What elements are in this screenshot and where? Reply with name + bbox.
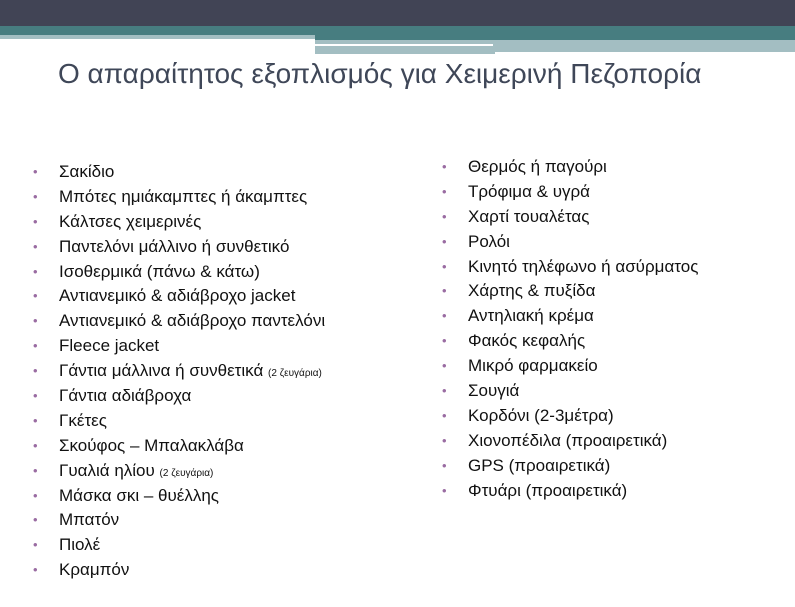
list-item (442, 304, 698, 329)
bullet-icon: • (442, 383, 447, 399)
item-text: Φτυάρι (προαιρετικά) (468, 480, 628, 500)
list-item (33, 508, 325, 533)
list-item (33, 484, 325, 509)
list-item (33, 160, 325, 185)
item-note: (2 ζευγάρια) (268, 368, 322, 380)
list-item (33, 260, 325, 285)
item-text: Χαρτί τουαλέτας (468, 206, 590, 226)
bullet-icon: • (442, 308, 447, 324)
list-item (442, 155, 698, 180)
list-item (33, 384, 325, 409)
slide-title: Ο απαραίτητος εξοπλισμός για Χειμερινή Πεζοπορία (58, 58, 702, 89)
bullet-icon: • (33, 363, 38, 379)
list-item (33, 359, 325, 384)
bullet-icon: • (33, 263, 38, 279)
item-text: Παντελόνι μάλλινο ή συνθετικό (59, 236, 290, 256)
bullet-icon: • (442, 358, 447, 374)
item-text: Γάντια μάλλινα ή συνθετικά (59, 361, 264, 381)
item-text: Κάλτσες χειμερινές (59, 211, 202, 231)
item-text: Μάσκα σκι – θυέλλης (59, 485, 219, 505)
list-item (33, 459, 325, 484)
bullet-icon: • (442, 432, 447, 448)
item-text: Χάρτης & πυξίδα (468, 281, 596, 301)
item-text: Αντηλιακή κρέμα (468, 306, 594, 326)
bullet-icon: • (33, 338, 38, 354)
item-text: Σκούφος – Μπαλακλάβα (59, 435, 244, 455)
item-text: Κραμπόν (59, 560, 130, 580)
bullet-icon: • (442, 159, 447, 174)
bullet-icon: • (33, 288, 38, 304)
bullet-icon: • (442, 482, 447, 498)
list-item (442, 379, 698, 404)
item-text: Γάντια αδιάβροχα (59, 386, 192, 406)
item-text: Σακίδιο (59, 162, 115, 181)
bullet-icon: • (33, 238, 38, 254)
list-item (442, 404, 698, 429)
list-item (442, 354, 698, 379)
header-light-strip-left (0, 35, 315, 39)
item-text: Αντιανεμικό & αδιάβροχο παντελόνι (59, 311, 326, 331)
bullet-icon: • (33, 388, 38, 404)
bullet-icon: • (33, 487, 38, 503)
list-item (33, 334, 325, 359)
list-item (33, 434, 325, 459)
list-item (33, 558, 325, 583)
left-bullet-list (33, 160, 325, 583)
item-text: Μικρό φαρμακείο (468, 356, 598, 376)
item-text: Μπότες ημιάκαμπτες ή άκαμπτες (59, 186, 308, 206)
list-item (442, 329, 698, 354)
bullet-icon: • (442, 407, 447, 423)
list-item (442, 180, 698, 205)
item-text: Γυαλιά ηλίου (59, 460, 155, 480)
list-item (442, 279, 698, 304)
item-text: Μπατόν (59, 510, 120, 530)
bullet-icon: • (33, 313, 38, 329)
item-text: Πιολέ (59, 535, 101, 555)
list-item (33, 284, 325, 309)
item-text: Fleece jacket (59, 336, 160, 356)
header-light-strip-right2 (315, 46, 495, 54)
item-text: Σουγιά (468, 381, 520, 401)
list-item (33, 185, 325, 210)
bullet-icon: • (33, 412, 38, 428)
item-text: Τρόφιμα & υγρά (468, 181, 591, 201)
bullet-icon: • (33, 164, 38, 179)
bullet-icon: • (33, 213, 38, 229)
bullet-icon: • (33, 462, 38, 478)
list-item (442, 255, 698, 280)
bullet-icon: • (442, 258, 447, 274)
item-text: Χιονοπέδιλα (προαιρετικά) (468, 430, 668, 450)
item-note: (2 ζευγάρια) (159, 467, 214, 479)
list-item (442, 479, 698, 504)
bullet-icon: • (33, 512, 38, 528)
item-text: Θερμός ή παγούρι (468, 157, 607, 176)
bullet-icon: • (33, 437, 38, 453)
item-text: Ισοθερμικά (πάνω & κάτω) (59, 261, 260, 281)
bullet-icon: • (33, 537, 38, 553)
bullet-icon: • (33, 562, 38, 578)
bullet-icon: • (442, 208, 447, 224)
list-item (442, 230, 698, 255)
header-teal-band (0, 26, 795, 35)
list-item (442, 454, 698, 479)
item-text: Ρολόι (468, 231, 510, 251)
list-item (33, 533, 325, 558)
bullet-icon: • (442, 233, 447, 249)
header-light-strip-right3 (493, 44, 795, 52)
item-text: Φακός κεφαλής (468, 331, 586, 351)
list-item (33, 409, 325, 434)
header-white-line (315, 44, 493, 46)
bullet-icon: • (442, 457, 447, 473)
bullet-icon: • (442, 333, 447, 349)
item-text: Κινητό τηλέφωνο ή ασύρματος (468, 256, 699, 276)
bullet-icon: • (33, 188, 38, 204)
item-text: Κορδόνι (2-3μέτρα) (468, 405, 614, 425)
item-text: Γκέτες (59, 410, 107, 430)
bullet-icon: • (442, 283, 447, 299)
list-item (33, 210, 325, 235)
item-text: Αντιανεμικό & αδιάβροχο jacket (59, 286, 296, 306)
header-dark-band (0, 0, 795, 26)
list-item (33, 309, 325, 334)
list-item (442, 429, 698, 454)
item-text: GPS (προαιρετικά) (468, 455, 611, 475)
list-item (33, 235, 325, 260)
list-item (442, 205, 698, 230)
right-bullet-list (442, 155, 698, 503)
bullet-icon: • (442, 183, 447, 199)
